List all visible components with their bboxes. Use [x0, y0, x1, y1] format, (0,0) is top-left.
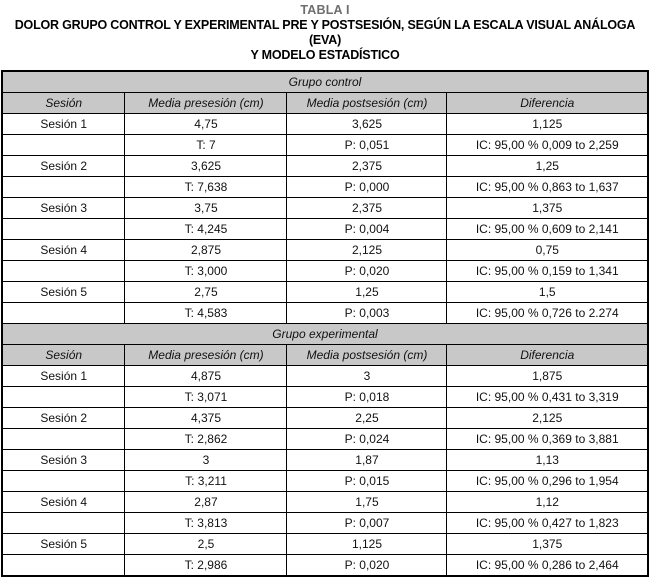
table-cell: IC: 95,00 % 0,296 to 1,954: [447, 471, 648, 492]
section-title: Grupo experimental: [2, 324, 648, 345]
table-cell: P: 0,024: [287, 429, 447, 450]
table-number-label: TABLA I: [300, 3, 350, 17]
table-cell: 4,75: [125, 114, 287, 135]
table-cell: 3: [287, 366, 447, 387]
table-cell: IC: 95,00 % 0,009 to 2,259: [447, 135, 648, 156]
table-cell: [2, 135, 125, 156]
table-cell: Sesión 5: [2, 282, 125, 303]
table-cell: P: 0,007: [287, 513, 447, 534]
column-header-row: [2, 93, 648, 114]
table-cell: [2, 429, 125, 450]
table-cell: T: 7,638: [125, 177, 287, 198]
table-cell: 2,125: [447, 408, 648, 429]
column-header: Media presesión (cm): [125, 345, 287, 366]
table-cell: 1,87: [287, 450, 447, 471]
title-block: [0, 0, 650, 63]
table-row: [2, 555, 648, 577]
table-row: [2, 240, 648, 261]
table-cell: P: 0,003: [287, 303, 447, 324]
table-cell: P: 0,020: [287, 555, 447, 577]
table-cell: Sesión 2: [2, 408, 125, 429]
table-cell: [2, 471, 125, 492]
column-header: Sesión: [2, 345, 125, 366]
table-row: [2, 429, 648, 450]
table-title-line1: DOLOR GRUPO CONTROL Y EXPERIMENTAL PRE Y POSTSESIÓN, SEGÚN LA ESCALA VISUAL ANÁLOGA (EVA): [14, 18, 636, 47]
table-cell: P: 0,015: [287, 471, 447, 492]
table-cell: T: 3,211: [125, 471, 287, 492]
table-cell: 1,13: [447, 450, 648, 471]
table-cell: [2, 555, 125, 577]
table-cell: Sesión 4: [2, 240, 125, 261]
table-cell: 3,625: [287, 114, 447, 135]
table-cell: Sesión 4: [2, 492, 125, 513]
table-cell: Sesión 1: [2, 114, 125, 135]
table-row: [2, 492, 648, 513]
table-cell: T: 4,245: [125, 219, 287, 240]
table-cell: T: 2,986: [125, 555, 287, 577]
table-cell: [2, 387, 125, 408]
table-row: [2, 135, 648, 156]
table-cell: 1,375: [447, 534, 648, 555]
section-header-row: [2, 324, 648, 345]
column-header: Media postsesión (cm): [287, 93, 447, 114]
table-cell: 3,75: [125, 198, 287, 219]
table-row: [2, 261, 648, 282]
table-cell: [2, 177, 125, 198]
table-cell: 1,5: [447, 282, 648, 303]
table-cell: 1,125: [447, 114, 648, 135]
table-cell: Sesión 3: [2, 450, 125, 471]
table-cell: IC: 95,00 % 0,609 to 2,141: [447, 219, 648, 240]
table-row: [2, 156, 648, 177]
table-row: [2, 282, 648, 303]
table-cell: 4,375: [125, 408, 287, 429]
table-cell: P: 0,018: [287, 387, 447, 408]
table-row: [2, 471, 648, 492]
table-row: [2, 408, 648, 429]
table-cell: 1,25: [447, 156, 648, 177]
table-cell: T: 4,583: [125, 303, 287, 324]
table-cell: [2, 303, 125, 324]
table-cell: IC: 95,00 % 0,369 to 3,881: [447, 429, 648, 450]
table-cell: 2,75: [125, 282, 287, 303]
table-cell: P: 0,020: [287, 261, 447, 282]
table-cell: IC: 95,00 % 0,726 to 2.274: [447, 303, 648, 324]
column-header-row: [2, 345, 648, 366]
table-cell: [2, 261, 125, 282]
table-cell: T: 7: [125, 135, 287, 156]
table-cell: Sesión 3: [2, 198, 125, 219]
table-cell: T: 3,000: [125, 261, 287, 282]
table-cell: 1,875: [447, 366, 648, 387]
table-cell: IC: 95,00 % 0,431 to 3,319: [447, 387, 648, 408]
column-header: Sesión: [2, 93, 125, 114]
table-row: [2, 450, 648, 471]
column-header: Media postsesión (cm): [287, 345, 447, 366]
table-cell: 3,625: [125, 156, 287, 177]
table-cell: T: 3,813: [125, 513, 287, 534]
column-header: Media presesión (cm): [125, 93, 287, 114]
table-cell: 3: [125, 450, 287, 471]
table-cell: [2, 513, 125, 534]
table-cell: IC: 95,00 % 0,427 to 1,823: [447, 513, 648, 534]
table-cell: Sesión 2: [2, 156, 125, 177]
column-header: Diferencia: [447, 93, 648, 114]
table-row: [2, 534, 648, 555]
table-cell: 2,25: [287, 408, 447, 429]
table-cell: P: 0,004: [287, 219, 447, 240]
table-cell: IC: 95,00 % 0,286 to 2,464: [447, 555, 648, 577]
table-cell: 1,25: [287, 282, 447, 303]
section-header-row: [2, 71, 648, 93]
table-cell: 2,375: [287, 198, 447, 219]
table-cell: 0,75: [447, 240, 648, 261]
table-row: [2, 303, 648, 324]
table-row: [2, 198, 648, 219]
table-cell: [2, 219, 125, 240]
table-cell: 1,125: [287, 534, 447, 555]
table-cell: P: 0,000: [287, 177, 447, 198]
table-cell: 2,87: [125, 492, 287, 513]
table-cell: 2,375: [287, 156, 447, 177]
table-row: [2, 177, 648, 198]
table-cell: 1,375: [447, 198, 648, 219]
table-cell: IC: 95,00 % 0,863 to 1,637: [447, 177, 648, 198]
table-cell: P: 0,051: [287, 135, 447, 156]
table-row: [2, 114, 648, 135]
table-cell: Sesión 1: [2, 366, 125, 387]
table-cell: 1,12: [447, 492, 648, 513]
table-row: [2, 366, 648, 387]
section-title: Grupo control: [2, 71, 648, 93]
table-row: [2, 513, 648, 534]
table-cell: 2,125: [287, 240, 447, 261]
table-cell: Sesión 5: [2, 534, 125, 555]
table-title-line2: Y MODELO ESTADÍSTICO: [250, 48, 400, 62]
table-body: [2, 71, 648, 576]
column-header: Diferencia: [447, 345, 648, 366]
table-row: [2, 387, 648, 408]
table-cell: 4,875: [125, 366, 287, 387]
table-row: [2, 219, 648, 240]
table-cell: 2,5: [125, 534, 287, 555]
table-cell: T: 3,071: [125, 387, 287, 408]
table-cell: T: 2,862: [125, 429, 287, 450]
table-cell: 2,875: [125, 240, 287, 261]
statistics-table: [1, 70, 649, 577]
table-cell: IC: 95,00 % 0,159 to 1,341: [447, 261, 648, 282]
table-cell: 1,75: [287, 492, 447, 513]
